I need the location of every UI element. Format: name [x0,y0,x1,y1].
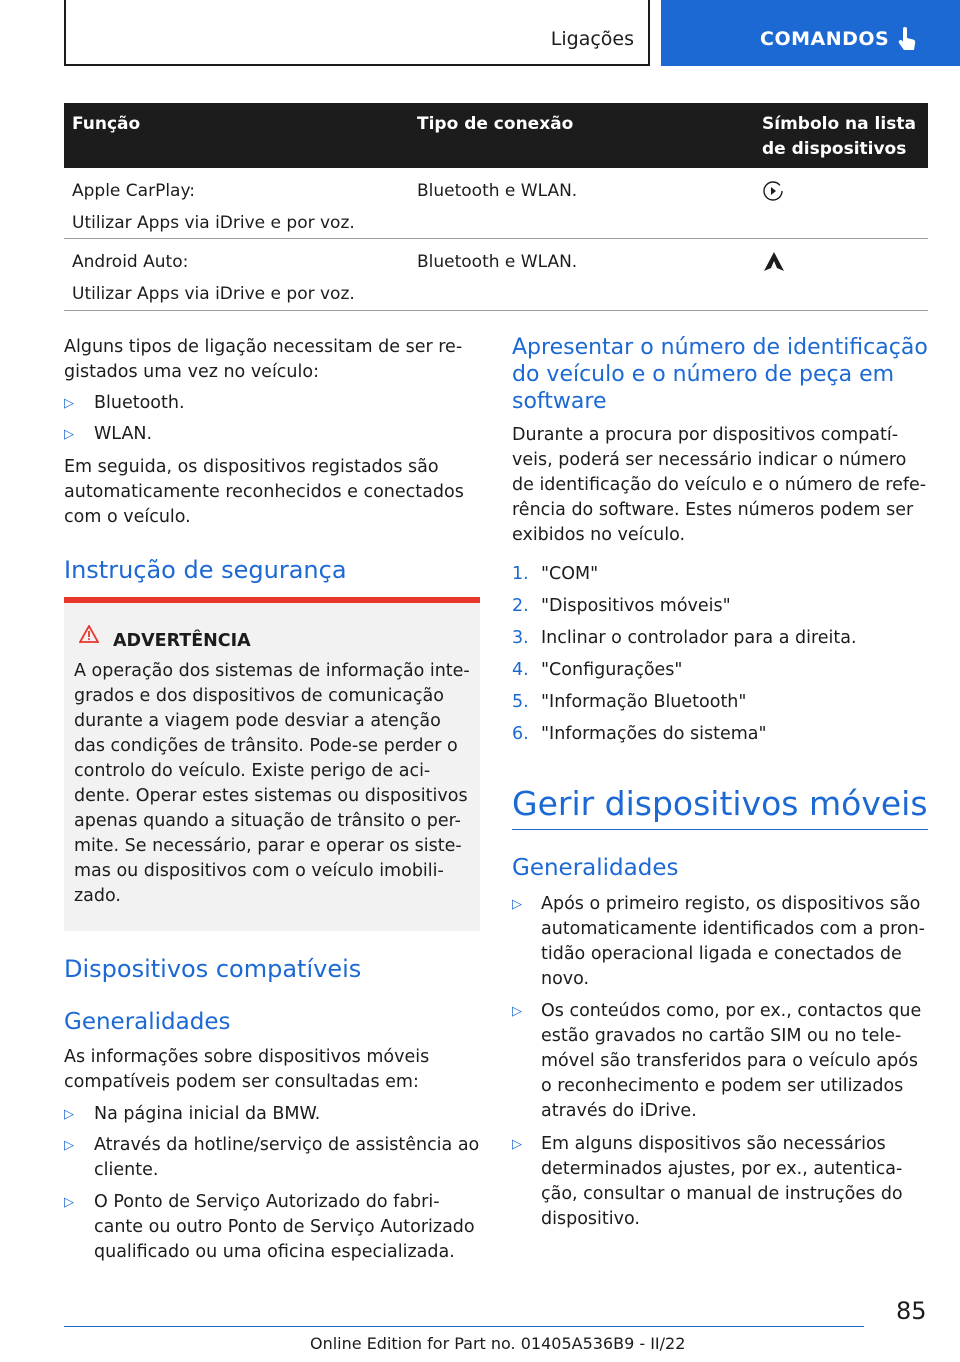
subsection-heading: Generalidades [512,855,679,881]
table-row [64,168,928,239]
step-number: 6. [512,724,529,744]
step-number: 3. [512,628,529,648]
table-cell: Bluetooth e WLAN. [417,252,578,272]
list-item [512,722,928,747]
list-item-text: Através da hotline/serviço de assistência ao cliente. [94,1135,480,1180]
step-text: "Configurações" [541,660,683,680]
list-item-text: Em alguns dispositivos são necessários determinados ajustes, por ex., autentica-ção, consultar o manual de instruções do dispositivo. [541,1134,903,1229]
list-item-text: Os conteúdos como, por ex., contactos que estão gravados no cartão SIM ou no tele-móvel são transferidos para o veículo após o reconhecimento e podem ser utilizados através do iDrive. [541,1001,922,1121]
subsection-heading: Generalidades [64,1009,231,1035]
chapter-heading: Gerir dispositivos móveis [512,784,928,823]
table-header [64,103,928,168]
list-item [512,562,928,587]
paragraph: Em seguida, os dispositivos registados são automaticamente reconhecidos e conectados com o veículo. [64,457,464,527]
bullet-triangle-icon: ▷ [512,897,522,912]
paragraph: Durante a procura por dispositivos compatí-veis, poderá ser necessário indicar o número de identificação do veículo e o número de refe-rência do software. Estes números podem ser exibidos no veículo. [512,425,927,545]
step-number: 5. [512,692,529,712]
function-desc: Utilizar Apps via iDrive e por voz. [72,213,355,233]
list-item-text: Bluetooth. [94,393,185,413]
section-heading: Dispositivos compatíveis [64,955,362,983]
bullet-triangle-icon: ▷ [64,396,74,411]
section-heading: Apresentar o número de identificação do veículo e o número de peça em software [512,335,928,414]
warning-title: ADVERTÊNCIA [113,631,251,651]
section-heading: Instrução de segurança [64,556,347,584]
function-name: Android Auto: [72,252,189,272]
bullet-triangle-icon: ▷ [64,1195,74,1210]
step-text: "COM" [541,564,599,584]
table-cell [754,168,928,238]
table-cell [64,168,409,238]
table-header-cell: Função [72,114,141,134]
header-section-box [64,0,650,66]
header-chapter-title: COMANDOS [760,28,890,50]
connection-table [64,103,928,311]
list-item [512,1132,930,1232]
table-header-cell: Tipo de conexão [417,114,574,134]
page-number: 85 [896,1297,927,1325]
step-number: 1. [512,564,529,584]
list-item [64,1102,480,1127]
list-item [512,594,928,619]
function-desc: Utilizar Apps via iDrive e por voz. [72,284,355,304]
step-text: "Informação Bluetooth" [541,692,747,712]
step-text: "Dispositivos móveis" [541,596,731,616]
table-header-cell: Símbolo na lista de dispositivos [762,114,916,159]
carplay-icon [762,180,784,202]
list-item [64,422,474,447]
footer-divider [64,1326,864,1327]
heading-divider [512,829,928,830]
warning-box [64,597,480,931]
list-item [512,690,928,715]
hand-pointer-icon [897,27,919,53]
bullet-triangle-icon: ▷ [64,1138,74,1153]
table-cell [754,239,928,310]
step-text: "Informações do sistema" [541,724,767,744]
list-item [64,1133,480,1183]
list-item [64,391,474,416]
function-name: Apple CarPlay: [72,181,196,201]
bullet-triangle-icon: ▷ [512,1137,522,1152]
list-item [512,999,930,1124]
list-item [512,892,930,992]
list-item-text: Na página inicial da BMW. [94,1104,321,1124]
list-item [512,658,928,683]
step-number: 4. [512,660,529,680]
bullet-triangle-icon: ▷ [512,1004,522,1019]
list-item-text: Após o primeiro registo, os dispositivos são automaticamente identificados com a pron-tidão operacional ligada e conectados de novo. [541,894,925,989]
edition-footer: Online Edition for Part no. 01405A536B9 - II/22 [310,1334,686,1353]
table-cell [64,239,409,310]
table-row [64,239,928,311]
bullet-triangle-icon: ▷ [64,427,74,442]
header-section-title: Ligações [550,28,634,50]
list-item-text: O Ponto de Serviço Autorizado do fabri-cante ou outro Ponto de Serviço Autorizado qualificado ou uma oficina especializada. [94,1192,475,1262]
table-cell: Bluetooth e WLAN. [417,181,578,201]
warning-text: A operação dos sistemas de informação inte-grados e dos dispositivos de comunicação durante a viagem pode desviar a atenção das condições de trânsito. Pode-se perder o controlo do veículo. Existe perigo de aci-dente. Operar estes sistemas ou dispositivos apenas quando a situação de trânsito o per-mite. Se necessário, parar e operar os siste-mas ou dispositivos com o veículo imobili-zado. [74,661,470,906]
android-auto-icon [762,251,786,273]
header-chapter-tab [661,0,960,66]
bullet-triangle-icon: ▷ [64,1107,74,1122]
intro-paragraph: Alguns tipos de ligação necessitam de ser re-gistados uma vez no veículo: [64,337,463,382]
list-item [512,626,928,651]
step-text: Inclinar o controlador para a direita. [541,628,857,648]
step-number: 2. [512,596,529,616]
list-item-text: WLAN. [94,424,153,444]
warning-triangle-icon [79,625,99,643]
list-item [64,1190,480,1265]
paragraph: As informações sobre dispositivos móveis compatíveis podem ser consultadas em: [64,1047,430,1092]
